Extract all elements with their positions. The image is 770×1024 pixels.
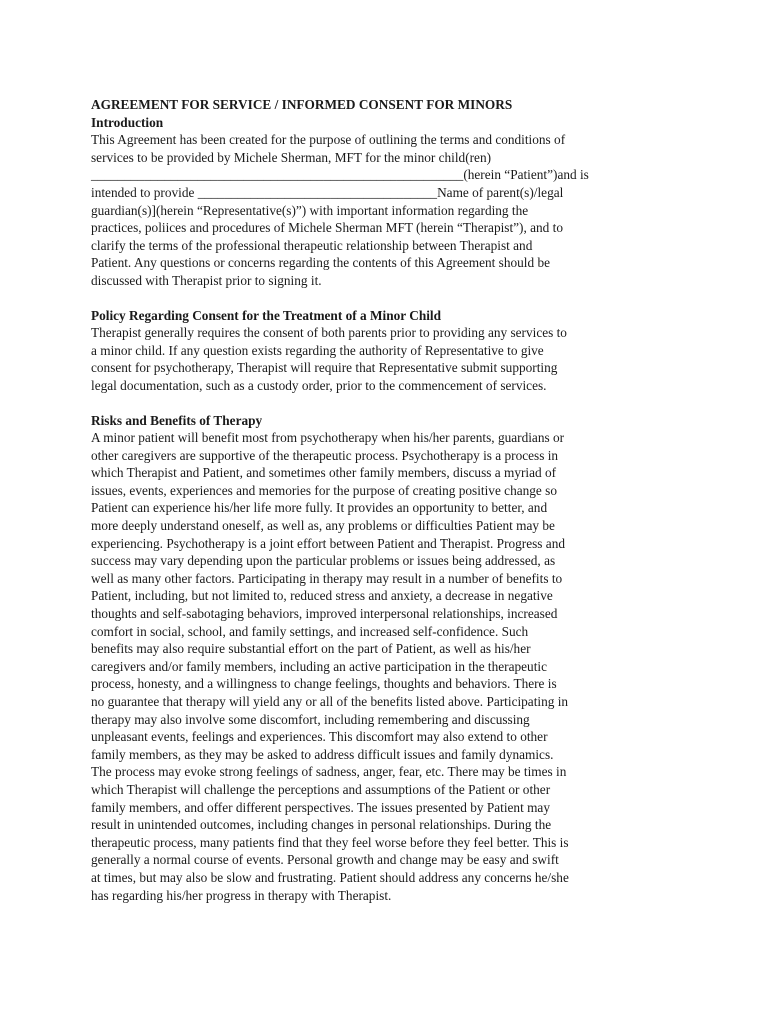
text-line: caregivers and/or family members, including an active participation in the therapeutic (91, 658, 547, 674)
text-line: generally a normal course of events. Personal growth and change may be easy and swift (91, 852, 559, 868)
text-line: therapeutic process, many patients find that they feel worse before they feel better. This is (91, 834, 569, 850)
text-line: experiencing. Psychotherapy is a joint effort between Patient and Therapist. Progress and (91, 535, 566, 551)
section-heading: Introduction (91, 114, 164, 130)
section-risks-benefits (91, 412, 636, 905)
text-line: family members, as they may be asked to address difficult issues and family dynamics. (91, 746, 554, 762)
text-line: Patient can experience his/her life more fully. It provides an opportunity to better, and (91, 500, 548, 516)
section-heading: Policy Regarding Consent for the Treatment of a Minor Child (91, 307, 442, 323)
text-line: legal documentation, such as a custody order, prior to the commencement of services. (91, 377, 547, 393)
text-line: practices, poliices and procedures of Michele Sherman MFT (herein “Therapist”), and to (91, 220, 563, 236)
text-line: services to be provided by Michele Sherman, MFT for the minor child(ren) (91, 149, 492, 165)
text-line: guardian(s)](herein “Representative(s)”) with important information regarding the (91, 202, 529, 218)
text-line: The process may evoke strong feelings of sadness, anger, fear, etc. There may be times in (91, 764, 567, 780)
text-line: thoughts and self-sabotaging behaviors, improved interpersonal relationships, increased (91, 606, 558, 622)
text-line: benefits may also require substantial effort on the part of Patient, as well as his/her (91, 641, 531, 657)
text-line: A minor patient will benefit most from psychotherapy when his/her parents, guardians or (91, 430, 565, 446)
text-line: more deeply understand oneself, as well as, any problems or difficulties Patient may be (91, 518, 555, 534)
text-line: no guarantee that therapy will yield any or all of the benefits listed above. Participating in (91, 694, 569, 709)
text-line: process, honesty, and a willingness to change feelings, thoughts and behaviors. There is (91, 676, 557, 692)
section-body (91, 429, 636, 904)
text-line: discussed with Therapist prior to signing it. (91, 272, 322, 288)
text-line: therapy may also involve some discomfort, including remembering and discussing (91, 711, 530, 727)
section-body (91, 324, 636, 394)
text-line: comfort in social, school, and family settings, and increased self-confidence. Such (91, 623, 529, 639)
text-line: Patient. Any questions or concerns regarding the contents of this Agreement should be (91, 255, 551, 271)
text-line: Therapist generally requires the consent of both parents prior to providing any services to (91, 325, 567, 341)
section-consent-policy (91, 307, 636, 395)
text-line: other caregivers are supportive of the therapeutic process. Psychotherapy is a process in (91, 447, 559, 463)
text-line: clarify the terms of the professional therapeutic relationship between Therapist and (91, 237, 533, 253)
text-line: a minor child. If any question exists regarding the authority of Representative to give (91, 342, 544, 358)
text-line: family members, and offer different perspectives. The issues presented by Patient may (91, 799, 550, 815)
text-line: unpleasant events, feelings and experiences. This discomfort may also extend to other (91, 729, 548, 745)
text-line: success may vary depending upon the particular problems or issues being addressed, as (91, 553, 556, 569)
text-line: at times, but may also be slow and frustrating. Patient should address any concerns he/she (91, 869, 569, 885)
text-line: consent for psychotherapy, Therapist will require that Representative submit supporting (91, 360, 558, 376)
text-line: issues, events, experiences and memories for the purpose of creating positive change so (91, 482, 557, 498)
text-line: which Therapist will challenge the perceptions and assumptions of the Patient or other (91, 781, 551, 797)
text-line: which Therapist and Patient, and sometimes other family members, discuss a myriad of (91, 465, 557, 481)
text-line: has regarding his/her progress in therapy with Therapist. (91, 887, 392, 903)
section-introduction (91, 114, 636, 290)
parent-name-blank-line: intended to provide ____________________________________Name of parent(s)/legal (91, 184, 564, 200)
document-page (91, 96, 636, 904)
section-body (91, 131, 636, 289)
patient-name-blank-line: ________________________________________________________(herein “Patient”)and is (91, 167, 589, 183)
document-title: AGREEMENT FOR SERVICE / INFORMED CONSENT FOR MINORS (91, 97, 513, 112)
text-line: result in unintended outcomes, including changes in personal relationships. During the (91, 817, 552, 833)
text-line: Patient, including, but not limited to, reduced stress and anxiety, a decrease in negative (91, 588, 553, 604)
text-line: This Agreement has been created for the purpose of outlining the terms and conditions of (91, 132, 566, 148)
section-heading: Risks and Benefits of Therapy (91, 412, 263, 428)
text-line: well as many other factors. Participating in therapy may result in a number of benefits to (91, 570, 563, 586)
